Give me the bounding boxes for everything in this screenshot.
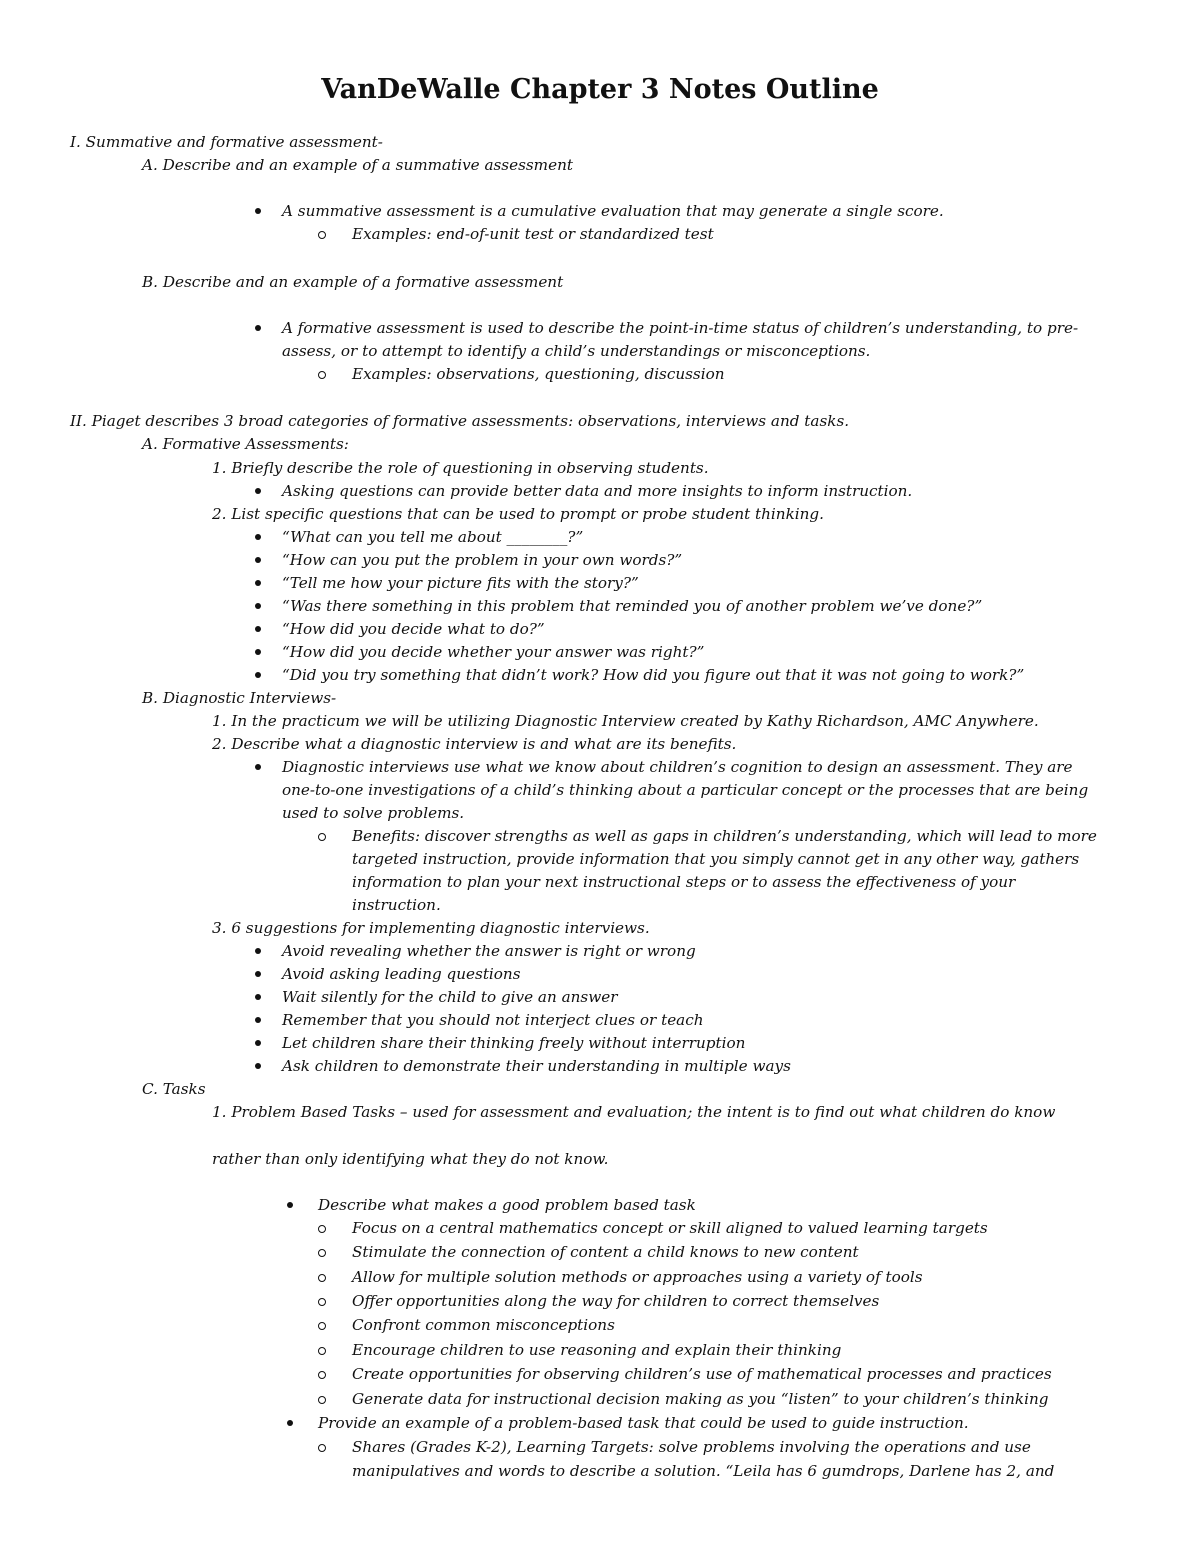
bullet-icon (255, 649, 261, 655)
outline-line: targeted instruction, provide information that you simply cannot get in any other way, gathers (352, 850, 1080, 868)
bullet-icon (255, 557, 261, 563)
outline-line: instruction. (352, 896, 441, 914)
outline-line: Asking questions can provide better data and more insights to inform instruction. (282, 482, 913, 500)
sub-bullet-icon (318, 1274, 326, 1282)
bullet-icon (255, 1017, 261, 1023)
bullet-icon (255, 325, 261, 331)
outline-line: Avoid asking leading questions (282, 965, 521, 983)
outline-line: “What can you tell me about ________?” (282, 528, 584, 546)
bullet-icon (255, 948, 261, 954)
bullet-icon (255, 971, 261, 977)
sub-bullet-icon (318, 1249, 326, 1257)
outline-line: Avoid revealing whether the answer is right or wrong (282, 942, 696, 960)
outline-line: 1. Briefly describe the role of questioning in observing students. (212, 459, 709, 477)
outline-line: Describe what makes a good problem based task (318, 1196, 696, 1214)
bullet-icon (255, 994, 261, 1000)
outline-line: Remember that you should not interject clues or teach (282, 1011, 704, 1029)
outline-line: used to solve problems. (282, 804, 465, 822)
outline-line: A. Describe and an example of a summative assessment (142, 156, 573, 174)
outline-line: B. Diagnostic Interviews- (142, 689, 337, 707)
outline-line: A. Formative Assessments: (142, 435, 349, 453)
outline-line: Offer opportunities along the way for children to correct themselves (352, 1292, 880, 1310)
outline-line: Diagnostic interviews use what we know about children’s cognition to design an assessment. They are (282, 758, 1073, 776)
outline-line: Provide an example of a problem-based task that could be used to guide instruction. (318, 1414, 969, 1432)
outline-line: Create opportunities for observing children’s use of mathematical processes and practices (352, 1365, 1052, 1383)
outline-line: Focus on a central mathematics concept or skill aligned to valued learning targets (352, 1219, 988, 1237)
outline-line: 2. List specific questions that can be used to prompt or probe student thinking. (212, 505, 824, 523)
outline-line: “How did you decide what to do?” (282, 620, 545, 638)
outline-line: “Tell me how your picture fits with the story?” (282, 574, 639, 592)
sub-bullet-icon (318, 1396, 326, 1404)
outline-line: rather than only identifying what they do not know. (212, 1150, 609, 1168)
outline-line: Wait silently for the child to give an answer (282, 988, 618, 1006)
sub-bullet-icon (318, 1322, 326, 1330)
outline-line: Encourage children to use reasoning and explain their thinking (352, 1341, 842, 1359)
bullet-icon (255, 1063, 261, 1069)
sub-bullet-icon (318, 1444, 326, 1452)
outline-line: II. Piaget describes 3 broad categories of formative assessments: observations, interviews and tasks. (70, 412, 850, 430)
bullet-icon (287, 1202, 293, 1208)
outline-line: Stimulate the connection of content a child knows to new content (352, 1243, 859, 1261)
bullet-icon (255, 764, 261, 770)
outline-line: Examples: end-of-unit test or standardized test (352, 225, 714, 243)
document-title: VanDeWalle Chapter 3 Notes Outline (321, 74, 879, 105)
outline-line: 2. Describe what a diagnostic interview is and what are its benefits. (212, 735, 737, 753)
bullet-icon (255, 580, 261, 586)
outline-line: C. Tasks (142, 1080, 206, 1098)
sub-bullet-icon (318, 1298, 326, 1306)
bullet-icon (255, 672, 261, 678)
outline-line: A summative assessment is a cumulative evaluation that may generate a single score. (282, 202, 944, 220)
sub-bullet-icon (318, 833, 326, 841)
outline-line: I. Summative and formative assessment- (70, 133, 383, 151)
outline-line: 1. Problem Based Tasks – used for assessment and evaluation; the intent is to find out what children do know (212, 1103, 1056, 1121)
sub-bullet-icon (318, 1225, 326, 1233)
outline-line: “Did you try something that didn’t work? How did you figure out that it was not going to work?” (282, 666, 1025, 684)
outline-line: manipulatives and words to describe a solution. “Leila has 6 gumdrops, Darlene has 2, and (352, 1462, 1055, 1480)
outline-line: Ask children to demonstrate their understanding in multiple ways (282, 1057, 791, 1075)
outline-line: assess, or to attempt to identify a child’s understandings or misconceptions. (282, 342, 871, 360)
outline-line: Allow for multiple solution methods or approaches using a variety of tools (352, 1268, 923, 1286)
bullet-icon (255, 626, 261, 632)
sub-bullet-icon (318, 231, 326, 239)
outline-line: 3. 6 suggestions for implementing diagnostic interviews. (212, 919, 650, 937)
sub-bullet-icon (318, 1371, 326, 1379)
outline-line: 1. In the practicum we will be utilizing Diagnostic Interview created by Kathy Richardson, AMC Anywhere. (212, 712, 1039, 730)
sub-bullet-icon (318, 371, 326, 379)
outline-line: Confront common misconceptions (352, 1316, 615, 1334)
bullet-icon (287, 1420, 293, 1426)
outline-line: Benefits: discover strengths as well as gaps in children’s understanding, which will lead to more (352, 827, 1097, 845)
outline-line: Examples: observations, questioning, discussion (352, 365, 725, 383)
bullet-icon (255, 603, 261, 609)
outline-line: information to plan your next instructional steps or to assess the effectiveness of your (352, 873, 1016, 891)
outline-line: A formative assessment is used to describe the point-in-time status of children’s understanding, to pre- (282, 319, 1079, 337)
outline-line: Generate data for instructional decision making as you “listen” to your children’s thinking (352, 1390, 1049, 1408)
outline-line: “How can you put the problem in your own words?” (282, 551, 683, 569)
outline-line: “Was there something in this problem that reminded you of another problem we’ve done?” (282, 597, 983, 615)
outline-line: one-to-one investigations of a child’s thinking about a particular concept or the processes that are being (282, 781, 1089, 799)
bullet-icon (255, 534, 261, 540)
outline-line: B. Describe and an example of a formative assessment (142, 273, 564, 291)
outline-line: Let children share their thinking freely without interruption (282, 1034, 746, 1052)
bullet-icon (255, 488, 261, 494)
outline-line: “How did you decide whether your answer was right?” (282, 643, 705, 661)
sub-bullet-icon (318, 1347, 326, 1355)
bullet-icon (255, 1040, 261, 1046)
outline-line: Shares (Grades K-2), Learning Targets: solve problems involving the operations and use (352, 1438, 1031, 1456)
bullet-icon (255, 208, 261, 214)
